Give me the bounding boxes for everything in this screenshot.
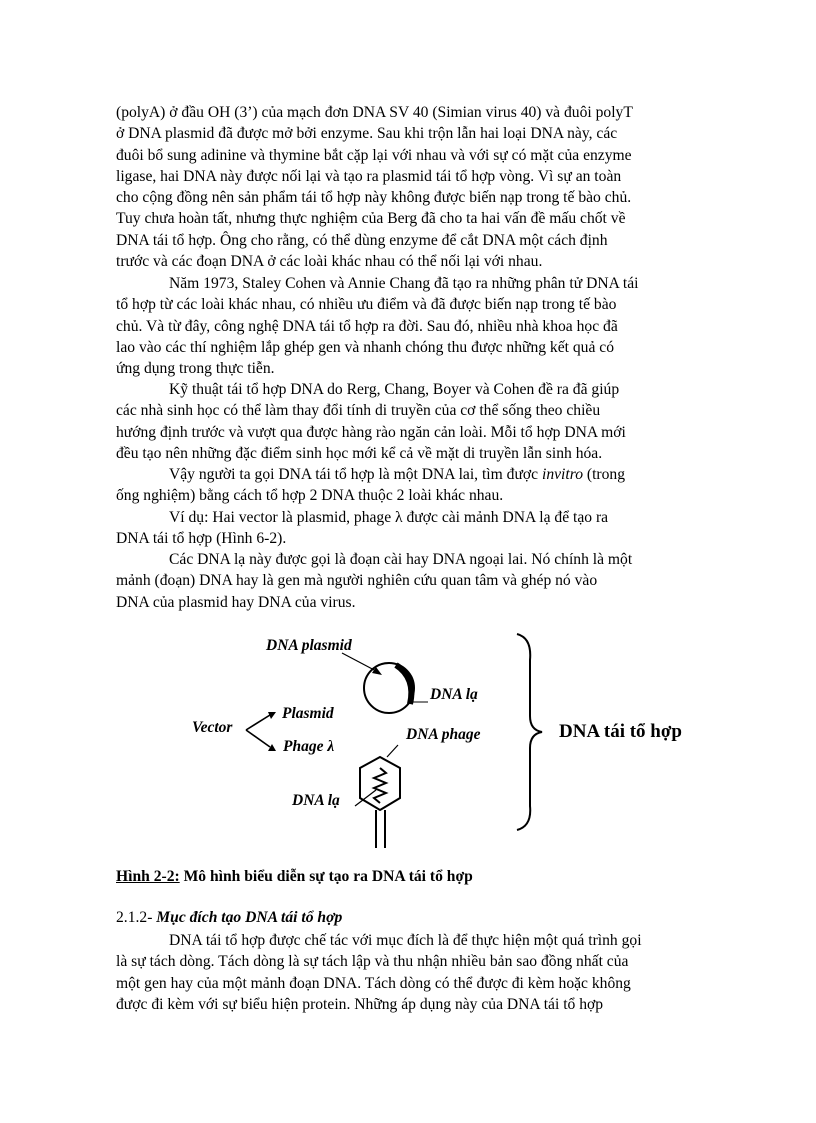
text-line: DNA tái tổ hợp (Hình 6-2). <box>116 530 287 548</box>
text-line: Ví dụ: Hai vector là plasmid, phage λ được cài mảnh DNA lạ để tạo ra <box>169 509 609 526</box>
dna-phage-label: DNA phage <box>406 726 481 743</box>
text-line: ligase, hai DNA này được nối lại và tạo ra plasmid tái tổ hợp vòng. Vì sự an toàn <box>116 167 622 185</box>
paragraph-2 <box>116 273 698 379</box>
text-line: được đi kèm với sự biểu hiện protein. Những áp dụng này của DNA tái tổ hợp <box>116 995 604 1013</box>
text-line: (polyA) ở đầu OH (3’) của mạch đơn DNA SV 40 (Simian virus 40) và đuôi polyT <box>116 104 633 121</box>
text-segment: Vậy người ta gọi DNA tái tổ hợp là một DNA lai, tìm được <box>169 466 542 483</box>
arrow-line <box>342 653 378 672</box>
phage-label: Phage λ <box>283 738 335 755</box>
paragraph-3 <box>116 379 698 464</box>
text-line: đều tạo nên những đặc điểm sinh học mới kể cả về mặt di truyền lẫn sinh hóa. <box>116 444 603 462</box>
foreign-dna-insert <box>396 665 411 704</box>
right-brace <box>517 634 542 830</box>
text-line: DNA của plasmid hay DNA của virus. <box>116 593 356 611</box>
plasmid-label: Plasmid <box>282 705 334 722</box>
text-line: chủ. Và từ đây, công nghệ DNA tái tổ hợp ra đời. Sau đó, nhiều nhà khoa học đã <box>116 317 618 335</box>
paragraph-5 <box>116 507 698 550</box>
text-line: ống nghiệm) bằng cách tổ hợp 2 DNA thuộc 2 loài khác nhau. <box>116 487 504 505</box>
text-line: Tuy chưa hoàn tất, nhưng thực nghiệm của Berg đã cho ta hai vấn đề mấu chốt về <box>116 210 626 228</box>
dna-la-bottom-label: DNA lạ <box>292 792 340 809</box>
text-line <box>116 464 698 485</box>
text-line: là sự tách dòng. Tách dòng là sự tách lập và thu nhận nhiều bản sao đồng nhất của <box>116 953 629 971</box>
text-line: cho cộng đồng nên sản phẩm tái tổ hợp này không được biến nạp trong tế bào chủ. <box>116 189 632 207</box>
text-line: ở DNA plasmid đã được mở bởi enzyme. Sau khi trộn lẫn hai loại DNA này, các <box>116 125 618 143</box>
recombinant-dna-diagram <box>0 620 816 850</box>
paragraph-7 <box>116 930 698 1015</box>
text-line: lao vào các thí nghiệm lắp ghép gen và nhanh chóng thu được những kết quả có <box>116 338 615 356</box>
text-line: một gen hay của một mảnh đoạn DNA. Tách dòng có thể được đi kèm hoặc không <box>116 974 631 992</box>
text-line: DNA tái tổ hợp. Ông cho rằng, có thể dùng enzyme để cắt DNA một cách định <box>116 231 608 249</box>
paragraph-1 <box>116 102 698 272</box>
text-line: trước và các đoạn DNA ở các loài khác nhau có thể nối lại với nhau. <box>116 253 543 271</box>
text-line: các nhà sinh học có thể làm thay đổi tính di truyền của cơ thể sống theo chiều <box>116 402 601 420</box>
section-number: 2.1.2- <box>116 909 157 926</box>
text-line: Kỹ thuật tái tổ hợp DNA do Rerg, Chang, Boyer và Cohen đề ra đã giúp <box>169 381 620 398</box>
text-line: tổ hợp từ các loài khác nhau, có nhiều ưu điểm và đã được biến nạp trong tế bào <box>116 296 617 314</box>
pointer-line <box>387 745 398 757</box>
italic-term: invitro <box>541 466 583 483</box>
text-line: Các DNA lạ này được gọi là đoạn cài hay DNA ngoại lai. Nó chính là một <box>169 551 633 568</box>
phage-dna-zigzag <box>374 768 386 803</box>
text-line: ứng dụng trong thực tiễn. <box>116 360 275 378</box>
text-line: đuôi bổ sung adinine và thymine bắt cặp lại với nhau và với sự có mặt của enzyme <box>116 146 632 164</box>
figure-caption <box>116 868 473 886</box>
caption-text: Mô hình biểu diễn sự tạo ra DNA tái tổ hợp <box>179 868 473 885</box>
result-label: DNA tái tổ hợp <box>559 721 682 742</box>
vector-arrow-up <box>246 715 270 730</box>
vector-arrow-down <box>246 730 270 747</box>
paragraph-6 <box>116 549 698 613</box>
text-line: Năm 1973, Staley Cohen và Annie Chang đã tạo ra những phân tử DNA tái <box>169 275 639 292</box>
text-line: mảnh (đoạn) DNA hay là gen mà người nghiên cứu quan tâm và ghép nó vào <box>116 572 598 590</box>
vector-label: Vector <box>192 719 233 736</box>
dna-plasmid-label: DNA plasmid <box>266 637 352 654</box>
paragraph-4 <box>116 464 698 507</box>
caption-number: Hình 2-2: <box>116 868 180 885</box>
text-segment: (trong <box>583 466 626 483</box>
section-heading <box>116 909 342 927</box>
section-title: Mục đích tạo DNA tái tổ hợp <box>156 909 343 926</box>
dna-la-top-label: DNA lạ <box>430 686 478 703</box>
arrow-head <box>268 744 276 751</box>
text-line: hướng định trước và vượt qua được hàng rào ngăn cản loài. Mỗi tổ hợp DNA mới <box>116 423 626 441</box>
text-line: DNA tái tổ hợp được chế tác với mục đích là để thực hiện một quá trình gọi <box>169 932 642 949</box>
